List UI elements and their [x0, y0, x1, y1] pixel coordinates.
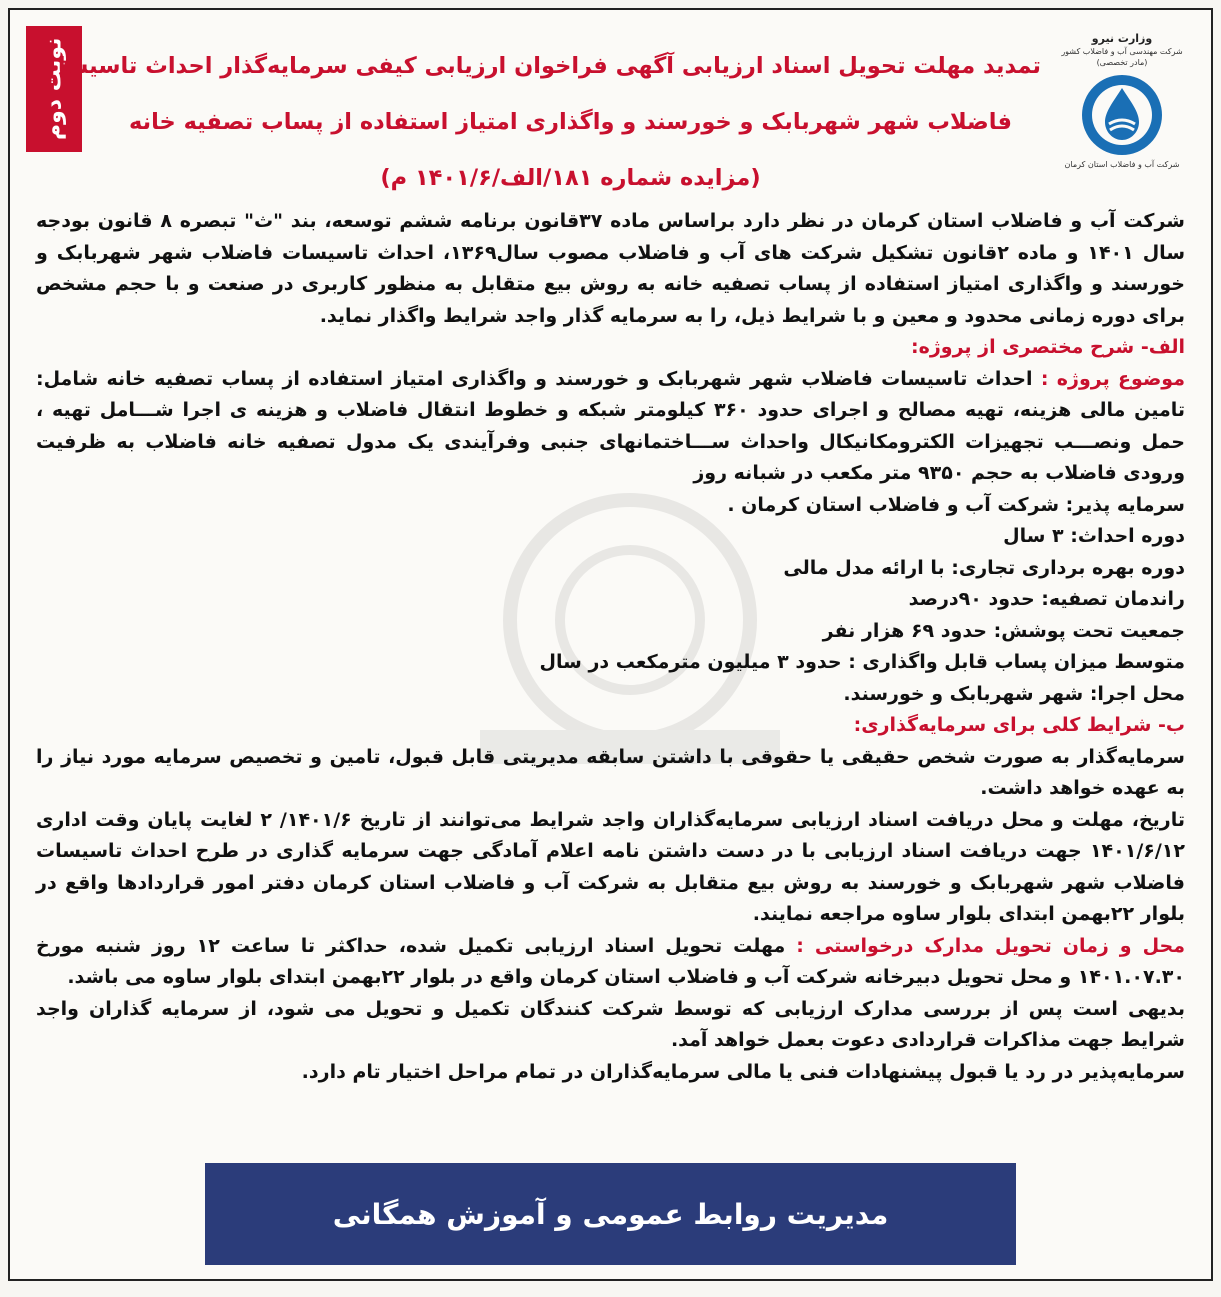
- announcement-body: [36, 206, 1185, 1088]
- section-b-heading: ب- شرایط کلی برای سرمایه‌گذاری:: [853, 714, 1185, 736]
- investor-conditions: سرمایه‌گذار به صورت شخص حقیقی یا حقوقی با داشتن سابقه مدیریتی قابل قبول، تامین و تخصیص سرمایه مورد نیاز را به عهده خواهد داشت.: [36, 745, 1185, 799]
- delivery-label: محل و زمان تحویل مدارک درخواستی :: [796, 934, 1185, 957]
- ministry-name: وزارت نیرو: [1091, 32, 1153, 45]
- document-receipt-info: تاریخ، مهلت و محل دریافت اسناد ارزیابی سرمایه‌گذاران واجد شرایط می‌توانند از تاریخ ۱۴۰۱/۶/ ۲ لغایت پایان وقت اداری ۱۴۰۱/۶/۱۲ جهت دریافت اسناد ارزیابی با در دست داشتن نامه اعلام آمادگی جهت سرمایه گذاری در طرح احداث تاسیسات فاضلاب شهر شهربابک و خورسند به روش بیع متقابل به شرکت آب و فاضلاب استان کرمان دفتر امور قراردادها واقع در بلوار ۲۲بهمن ابتدای بلوار ساوه مراجعه نمایند.: [36, 808, 1185, 925]
- second-issue-badge: نوبت دوم: [26, 26, 82, 152]
- title-line-1: تمدید مهلت تحویل اسناد ارزیابی آگهی فراخوان ارزیابی کیفی سرمایه‌گذار احداث تاسیسات: [35, 53, 1041, 79]
- construction-period: دوره احداث: ۳ سال: [1003, 525, 1185, 547]
- water-drop-logo-icon: [1079, 72, 1165, 158]
- project-location: محل اجرا: شهر شهربابک و خورسند.: [843, 682, 1185, 705]
- project-subject-text: احداث تاسیسات فاضلاب شهر شهربابک و خورسند و واگذاری امتیاز استفاده از پساب تصفیه خانه شامل: تامین مالی هزینه، تهیه مصالح و اجرای حدود ۳۶۰ کیلومتر شبکه و خطوط انتقال فاضلاب و هزینه ی اجرا شـــامل تهیه ، حمل ونصـــب تجهیزات الکترومکانیکال واحداث ســـاختمانهای جنبی وفرآیندی یک مدول تصفیه خانه فاضلاب به ظرفیت ورودی فاضلاب به حجم ۹۳۵۰ متر مکعب در شبانه روز: [36, 367, 1186, 484]
- treatment-efficiency: راندمان تصفیه: حدود ۹۰درصد: [908, 588, 1185, 610]
- title-line-2: فاضلاب شهر شهربابک و خورسند و واگذاری امتیاز استفاده از پساب تصفیه خانه: [129, 109, 1012, 135]
- covered-population: جمعیت تحت پوشش: حدود ۶۹ هزار نفر: [822, 619, 1185, 642]
- footer-banner: مدیریت روابط عمومی و آموزش همگانی: [205, 1163, 1016, 1265]
- negotiation-note: بدیهی است پس از بررسی مدارک ارزیابی که توسط شرکت کنندگان تکمیل و تحویل می شود، از سرمایه گذاران واجد شرایط جهت مذاکرات قراردادی دعوت بعمل خواهد آمد.: [36, 997, 1185, 1051]
- company-subtitle-2: (مادر تخصصی): [1096, 58, 1148, 67]
- operation-period: دوره بهره برداری تجاری: با ارائه مدل مالی: [783, 556, 1185, 579]
- project-subject: [36, 364, 1185, 490]
- delivery-text: مهلت تحویل اسناد ارزیابی تکمیل شده، حداکثر تا ساعت ۱۲ روز شنبه مورخ ۱۴۰۱.۰۷.۳۰ و محل تحویل دبیرخانه شرکت آب و فاضلاب استان کرمان واقع در بلوار ۲۲بهمن ابتدای بلوار ساوه می باشد.: [36, 934, 1185, 988]
- title-line-3: (مزایده شماره ۱۸۱/الف/۱۴۰۱/۶ م): [380, 165, 761, 191]
- company-logo: [1047, 32, 1197, 182]
- effluent-volume: متوسط میزان پساب قابل واگذاری : حدود ۳ میلیون مترمکعب در سال: [539, 651, 1185, 673]
- rights-note: سرمایه‌پذیر در رد یا قبول پیشنهادات فنی یا مالی سرمایه‌گذاران در تمام مراحل اختیار تام دارد.: [301, 1060, 1185, 1083]
- intro-paragraph: شرکت آب و فاضلاب استان کرمان در نظر دارد براساس ماده ۳۷قانون برنامه ششم توسعه، بند "ث" تبصره ۸ قانون بودجه سال ۱۴۰۱ و ماده ۲قانون تشکیل شرکت های آب و فاضلاب مصوب سال۱۳۶۹، احداث تاسیسات فاضلاب شهر شهربابک و خورسند و واگذاری امتیاز استفاده از پساب تصفیه خانه به روش بیع متقابل به منظور کاربری در صنعت و با حجم مشخص برای دوره زمانی محدود و معین و با شرایط ذیل، را به سرمایه گذار واجد شرایط واگذار نماید.: [36, 210, 1185, 327]
- project-subject-label: موضوع پروژه :: [1040, 367, 1185, 390]
- delivery-info: [36, 931, 1185, 994]
- section-a-heading: الف- شرح مختصری از پروژه:: [911, 336, 1185, 358]
- company-name-bottom: شرکت آب و فاضلاب استان کرمان: [1064, 160, 1180, 169]
- investee: سرمایه پذیر: شرکت آب و فاضلاب استان کرمان .: [727, 493, 1185, 516]
- company-subtitle: شرکت مهندسی آب و فاضلاب کشور: [1061, 47, 1183, 56]
- advertisement-page: [8, 8, 1213, 1281]
